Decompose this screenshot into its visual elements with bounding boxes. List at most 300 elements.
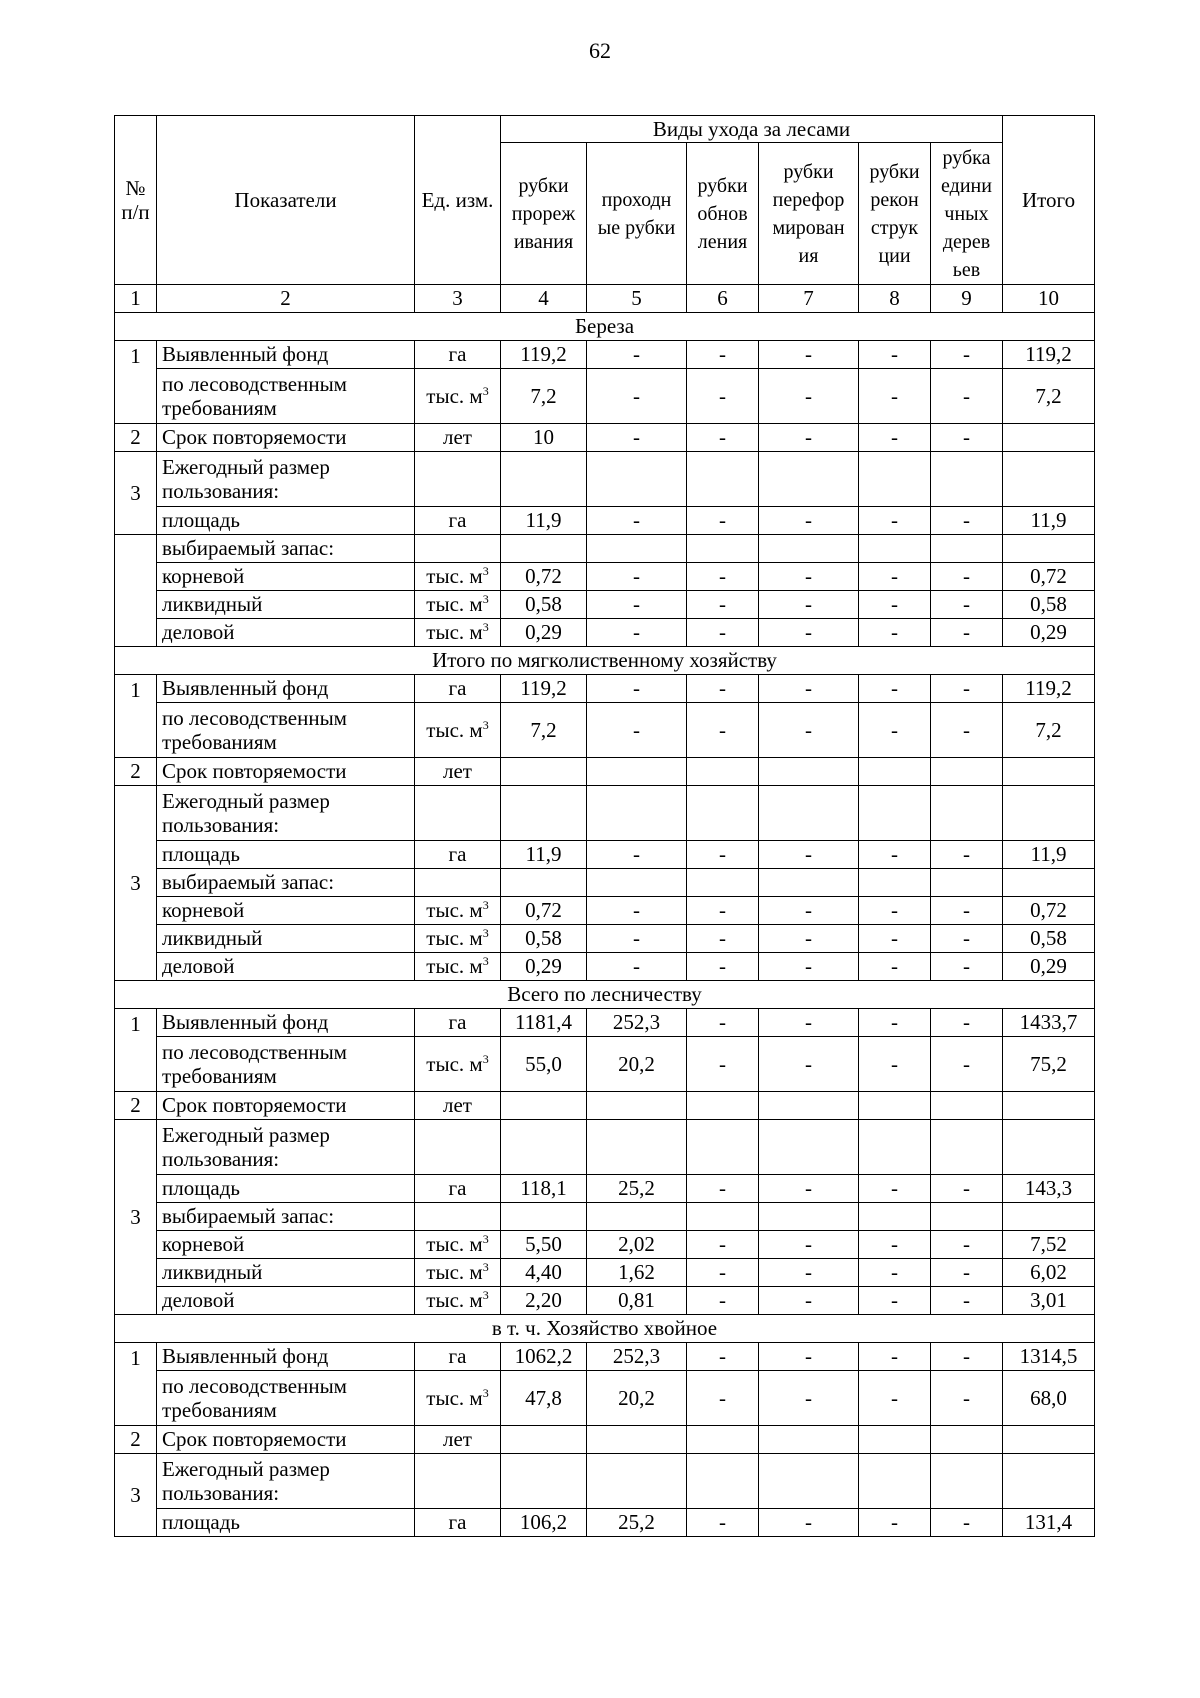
value-cell [931, 1426, 1003, 1454]
column-number: 4 [501, 285, 587, 313]
column-number: 10 [1003, 285, 1095, 313]
table-row [115, 1092, 1095, 1120]
value-cell: 0,72 [501, 897, 587, 925]
value-cell: - [931, 619, 1003, 647]
value-cell [1003, 1426, 1095, 1454]
section-title-row [115, 1315, 1095, 1343]
unit-cell: тыс. $м^3$ [415, 1037, 501, 1092]
unit-cell: га [415, 341, 501, 369]
value-cell: - [687, 1009, 759, 1037]
value-cell: 106,2 [501, 1509, 587, 1537]
value-cell: - [587, 925, 687, 953]
value-cell: - [687, 1037, 759, 1092]
value-cell: - [687, 925, 759, 953]
value-cell: - [859, 925, 931, 953]
value-cell: - [859, 1037, 931, 1092]
table-row [115, 1203, 1095, 1231]
indicator-name: Ежегодный размер пользования: [157, 1120, 415, 1175]
value-cell: 4,40 [501, 1259, 587, 1287]
table-row [115, 424, 1095, 452]
indicator-name: площадь [157, 507, 415, 535]
value-cell: 0,58 [1003, 925, 1095, 953]
unit-cell: тыс. $м^3$ [415, 1231, 501, 1259]
value-cell: - [859, 1009, 931, 1037]
indicator-name: ликвидный [157, 925, 415, 953]
table-row [115, 452, 1095, 507]
unit-cell: га [415, 1175, 501, 1203]
table-row [115, 1259, 1095, 1287]
table-row [115, 1343, 1095, 1371]
value-cell [415, 786, 501, 841]
column-number: 9 [931, 285, 1003, 313]
indicator-name: площадь [157, 841, 415, 869]
value-cell [415, 869, 501, 897]
header-indicators: Показатели [157, 116, 415, 285]
unit-cell: га [415, 841, 501, 869]
value-cell: - [687, 563, 759, 591]
table-row [115, 675, 1095, 703]
value-cell: - [587, 897, 687, 925]
value-cell: - [931, 841, 1003, 869]
section-title: в т. ч. Хозяйство хвойное [115, 1315, 1095, 1343]
section-title-row [115, 313, 1095, 341]
column-number: 8 [859, 285, 931, 313]
value-cell: 7,2 [1003, 703, 1095, 758]
value-cell: - [687, 1343, 759, 1371]
value-cell: - [759, 1259, 859, 1287]
value-cell: - [687, 1287, 759, 1315]
value-cell: 11,9 [1003, 841, 1095, 869]
value-cell: 25,2 [587, 1509, 687, 1537]
value-cell [1003, 758, 1095, 786]
value-cell: - [759, 619, 859, 647]
value-cell [587, 758, 687, 786]
table-body [115, 313, 1095, 1537]
indicator-name: Ежегодный размер пользования: [157, 452, 415, 507]
value-cell: 0,81 [587, 1287, 687, 1315]
unit-cell: лет [415, 758, 501, 786]
value-cell [687, 758, 759, 786]
indicator-name: площадь [157, 1175, 415, 1203]
value-cell: 2,02 [587, 1231, 687, 1259]
value-cell [759, 1092, 859, 1120]
cubic-superscript: 3 [482, 383, 489, 398]
header-type-reconstruction: рубки рекон струк ции [859, 143, 931, 285]
value-cell: - [931, 1175, 1003, 1203]
value-cell [587, 535, 687, 563]
value-cell [931, 758, 1003, 786]
value-cell [1003, 1203, 1095, 1231]
indicator-name: ликвидный [157, 591, 415, 619]
value-cell: - [759, 953, 859, 981]
value-cell [759, 786, 859, 841]
value-cell: - [759, 424, 859, 452]
indicator-name: по лесоводственным требованиям [157, 1371, 415, 1426]
value-cell: - [759, 369, 859, 424]
indicator-name: выбираемый запас: [157, 535, 415, 563]
value-cell: - [931, 341, 1003, 369]
value-cell: 6,02 [1003, 1259, 1095, 1287]
value-cell: 75,2 [1003, 1037, 1095, 1092]
value-cell: - [859, 507, 931, 535]
table-row [115, 1120, 1095, 1175]
value-cell [415, 1203, 501, 1231]
value-cell: - [687, 897, 759, 925]
value-cell: - [687, 1231, 759, 1259]
value-cell: 131,4 [1003, 1509, 1095, 1537]
table-row [115, 1009, 1095, 1037]
unit-cell: тыс. $м^3$ [415, 591, 501, 619]
forest-care-table [114, 115, 1095, 1537]
value-cell: - [687, 619, 759, 647]
value-cell [501, 869, 587, 897]
value-cell: - [931, 1231, 1003, 1259]
value-cell: - [931, 1259, 1003, 1287]
header-care-types: Виды ухода за лесами [501, 116, 1003, 143]
unit-cell: тыс. $м^3$ [415, 925, 501, 953]
value-cell: - [859, 563, 931, 591]
value-cell: - [859, 1371, 931, 1426]
value-cell [501, 758, 587, 786]
value-cell: - [859, 619, 931, 647]
indicator-name: корневой [157, 563, 415, 591]
value-cell: - [687, 1175, 759, 1203]
section-title-row [115, 647, 1095, 675]
indicator-name: по лесоводственным требованиям [157, 1037, 415, 1092]
unit-cell: лет [415, 424, 501, 452]
table-row [115, 1426, 1095, 1454]
value-cell [931, 1203, 1003, 1231]
value-cell [687, 1120, 759, 1175]
value-cell [1003, 786, 1095, 841]
unit-cell: га [415, 1509, 501, 1537]
value-cell [587, 452, 687, 507]
indicator-name: Срок повторяемости [157, 424, 415, 452]
row-number: 2 [115, 1092, 157, 1120]
indicator-name: Ежегодный размер пользования: [157, 786, 415, 841]
value-cell [1003, 1092, 1095, 1120]
table-row [115, 897, 1095, 925]
header-type-reformation: рубки перефор мирован ия [759, 143, 859, 285]
cubic-superscript: 3 [482, 717, 489, 732]
value-cell: - [587, 953, 687, 981]
value-cell: - [687, 369, 759, 424]
value-cell: - [931, 925, 1003, 953]
value-cell [931, 1092, 1003, 1120]
value-cell: - [859, 675, 931, 703]
value-cell: 11,9 [501, 507, 587, 535]
value-cell: 47,8 [501, 1371, 587, 1426]
value-cell [859, 1454, 931, 1509]
unit-cell: га [415, 1343, 501, 1371]
value-cell: - [759, 1343, 859, 1371]
cubic-superscript: 3 [482, 1288, 489, 1303]
value-cell [1003, 1120, 1095, 1175]
table-row [115, 703, 1095, 758]
value-cell: 25,2 [587, 1175, 687, 1203]
value-cell [859, 1092, 931, 1120]
value-cell: - [759, 1509, 859, 1537]
value-cell: 10 [501, 424, 587, 452]
value-cell [931, 1120, 1003, 1175]
indicator-name: выбираемый запас: [157, 869, 415, 897]
cubic-superscript: 3 [482, 1260, 489, 1275]
indicator-name: корневой [157, 897, 415, 925]
value-cell [687, 1426, 759, 1454]
value-cell: 118,1 [501, 1175, 587, 1203]
value-cell: 1,62 [587, 1259, 687, 1287]
value-cell [501, 1454, 587, 1509]
cubic-superscript: 3 [482, 1051, 489, 1066]
value-cell [501, 535, 587, 563]
value-cell [1003, 452, 1095, 507]
value-cell [501, 452, 587, 507]
indicator-name: деловой [157, 1287, 415, 1315]
table-row [115, 925, 1095, 953]
column-number: 1 [115, 285, 157, 313]
value-cell: - [687, 703, 759, 758]
value-cell [759, 452, 859, 507]
value-cell: - [687, 507, 759, 535]
value-cell: - [859, 703, 931, 758]
value-cell: - [859, 1343, 931, 1371]
indicator-name: выбираемый запас: [157, 1203, 415, 1231]
page-number: 62 [589, 38, 611, 63]
table-row [115, 1454, 1095, 1509]
value-cell [759, 1120, 859, 1175]
column-number: 2 [157, 285, 415, 313]
row-number: 2 [115, 758, 157, 786]
table-row [115, 786, 1095, 841]
indicator-name: Выявленный фонд [157, 1343, 415, 1371]
indicator-name: Срок повторяемости [157, 1426, 415, 1454]
value-cell: - [687, 424, 759, 452]
row-number [115, 535, 157, 647]
table-row [115, 1231, 1095, 1259]
unit-cell: лет [415, 1092, 501, 1120]
row-number: 2 [115, 1426, 157, 1454]
value-cell [1003, 535, 1095, 563]
value-cell: - [587, 507, 687, 535]
unit-cell: тыс. $м^3$ [415, 953, 501, 981]
section-title: Береза [115, 313, 1095, 341]
table-row [115, 1287, 1095, 1315]
value-cell: 20,2 [587, 1037, 687, 1092]
table-row [115, 591, 1095, 619]
value-cell: - [859, 897, 931, 925]
value-cell [501, 1203, 587, 1231]
value-cell: - [759, 1009, 859, 1037]
value-cell [687, 535, 759, 563]
value-cell: - [859, 591, 931, 619]
value-cell [687, 452, 759, 507]
value-cell: - [587, 563, 687, 591]
value-cell: - [931, 507, 1003, 535]
value-cell [587, 1092, 687, 1120]
value-cell [759, 1454, 859, 1509]
value-cell: - [759, 1175, 859, 1203]
value-cell: 0,29 [1003, 953, 1095, 981]
value-cell [687, 786, 759, 841]
unit-cell: тыс. $м^3$ [415, 1287, 501, 1315]
table-row [115, 563, 1095, 591]
unit-cell: лет [415, 1426, 501, 1454]
header-num: № п/п [115, 116, 157, 285]
value-cell: - [687, 953, 759, 981]
value-cell: 2,20 [501, 1287, 587, 1315]
value-cell: - [759, 1037, 859, 1092]
value-cell: 20,2 [587, 1371, 687, 1426]
table-row [115, 758, 1095, 786]
value-cell: 5,50 [501, 1231, 587, 1259]
table-row [115, 369, 1095, 424]
value-cell [415, 1120, 501, 1175]
row-number: 1 [115, 1009, 157, 1092]
value-cell [931, 452, 1003, 507]
value-cell [1003, 424, 1095, 452]
value-cell: - [859, 1287, 931, 1315]
value-cell [687, 1203, 759, 1231]
value-cell: - [931, 591, 1003, 619]
value-cell: - [587, 591, 687, 619]
unit-cell: тыс. $м^3$ [415, 563, 501, 591]
value-cell [587, 786, 687, 841]
value-cell: - [587, 369, 687, 424]
section-title: Итого по мягколиственному хозяйству [115, 647, 1095, 675]
value-cell: - [687, 341, 759, 369]
value-cell: - [859, 1509, 931, 1537]
value-cell [931, 786, 1003, 841]
value-cell: - [859, 341, 931, 369]
indicator-name: корневой [157, 1231, 415, 1259]
row-number: 1 [115, 1343, 157, 1426]
value-cell: 1181,4 [501, 1009, 587, 1037]
indicator-name: деловой [157, 619, 415, 647]
header-total: Итого [1003, 116, 1095, 285]
value-cell: 252,3 [587, 1009, 687, 1037]
value-cell [859, 758, 931, 786]
unit-cell: га [415, 675, 501, 703]
value-cell [759, 758, 859, 786]
value-cell: - [587, 619, 687, 647]
value-cell: - [759, 841, 859, 869]
value-cell [415, 452, 501, 507]
header-type-thinning: рубки прореж ивания [501, 143, 587, 285]
indicator-name: Срок повторяемости [157, 1092, 415, 1120]
value-cell [759, 869, 859, 897]
value-cell [501, 1120, 587, 1175]
value-cell: 0,72 [501, 563, 587, 591]
indicator-name: по лесоводственным требованиям [157, 703, 415, 758]
cubic-superscript: 3 [482, 1232, 489, 1247]
header-unit: Ед. изм. [415, 116, 501, 285]
value-cell: 7,2 [1003, 369, 1095, 424]
section-title: Всего по лесничеству [115, 981, 1095, 1009]
value-cell [587, 1454, 687, 1509]
cubic-superscript: 3 [482, 898, 489, 913]
value-cell [1003, 869, 1095, 897]
value-cell: - [759, 1371, 859, 1426]
value-cell: 252,3 [587, 1343, 687, 1371]
value-cell [859, 452, 931, 507]
cubic-superscript: 3 [482, 592, 489, 607]
value-cell: - [759, 507, 859, 535]
value-cell: - [931, 1509, 1003, 1537]
unit-cell: тыс. $м^3$ [415, 703, 501, 758]
unit-cell: тыс. $м^3$ [415, 1371, 501, 1426]
value-cell: - [931, 1287, 1003, 1315]
value-cell: 143,3 [1003, 1175, 1095, 1203]
value-cell [931, 1454, 1003, 1509]
value-cell: - [687, 675, 759, 703]
value-cell: 7,2 [501, 369, 587, 424]
value-cell: 0,29 [501, 953, 587, 981]
unit-cell: тыс. $м^3$ [415, 897, 501, 925]
cubic-superscript: 3 [482, 954, 489, 969]
table-row [115, 1175, 1095, 1203]
value-cell [501, 1426, 587, 1454]
row-number: 2 [115, 424, 157, 452]
value-cell: 3,01 [1003, 1287, 1095, 1315]
value-cell [687, 869, 759, 897]
value-cell [501, 786, 587, 841]
value-cell: 1062,2 [501, 1343, 587, 1371]
indicator-name: площадь [157, 1509, 415, 1537]
column-number: 6 [687, 285, 759, 313]
value-cell: 1314,5 [1003, 1343, 1095, 1371]
indicator-name: деловой [157, 953, 415, 981]
value-cell: - [931, 1009, 1003, 1037]
value-cell: 0,29 [501, 619, 587, 647]
value-cell: 7,52 [1003, 1231, 1095, 1259]
row-number: 3 [115, 1454, 157, 1537]
indicator-name: по лесоводственным требованиям [157, 369, 415, 424]
value-cell: - [859, 424, 931, 452]
cubic-superscript: 3 [482, 564, 489, 579]
value-cell: - [931, 675, 1003, 703]
cubic-superscript: 3 [482, 1385, 489, 1400]
unit-cell: тыс. $м^3$ [415, 369, 501, 424]
value-cell [859, 1426, 931, 1454]
value-cell: - [759, 341, 859, 369]
value-cell: 119,2 [501, 341, 587, 369]
value-cell: 0,58 [1003, 591, 1095, 619]
value-cell: - [759, 703, 859, 758]
value-cell: 11,9 [1003, 507, 1095, 535]
value-cell [759, 1203, 859, 1231]
cubic-superscript: 3 [482, 620, 489, 635]
value-cell: - [931, 953, 1003, 981]
header-type-renewal: рубки обнов ления [687, 143, 759, 285]
value-cell: - [687, 1371, 759, 1426]
value-cell: - [759, 675, 859, 703]
value-cell: - [687, 841, 759, 869]
value-cell [931, 869, 1003, 897]
value-cell: 11,9 [501, 841, 587, 869]
header-type-passage: проходн ые рубки [587, 143, 687, 285]
cubic-superscript: 3 [482, 926, 489, 941]
row-number: 3 [115, 786, 157, 981]
value-cell: 119,2 [1003, 341, 1095, 369]
value-cell: - [859, 1175, 931, 1203]
value-cell: 0,29 [1003, 619, 1095, 647]
value-cell: - [931, 424, 1003, 452]
table-row [115, 1509, 1095, 1537]
value-cell [687, 1454, 759, 1509]
value-cell: - [759, 1287, 859, 1315]
value-cell: - [759, 925, 859, 953]
row-number: 3 [115, 452, 157, 535]
